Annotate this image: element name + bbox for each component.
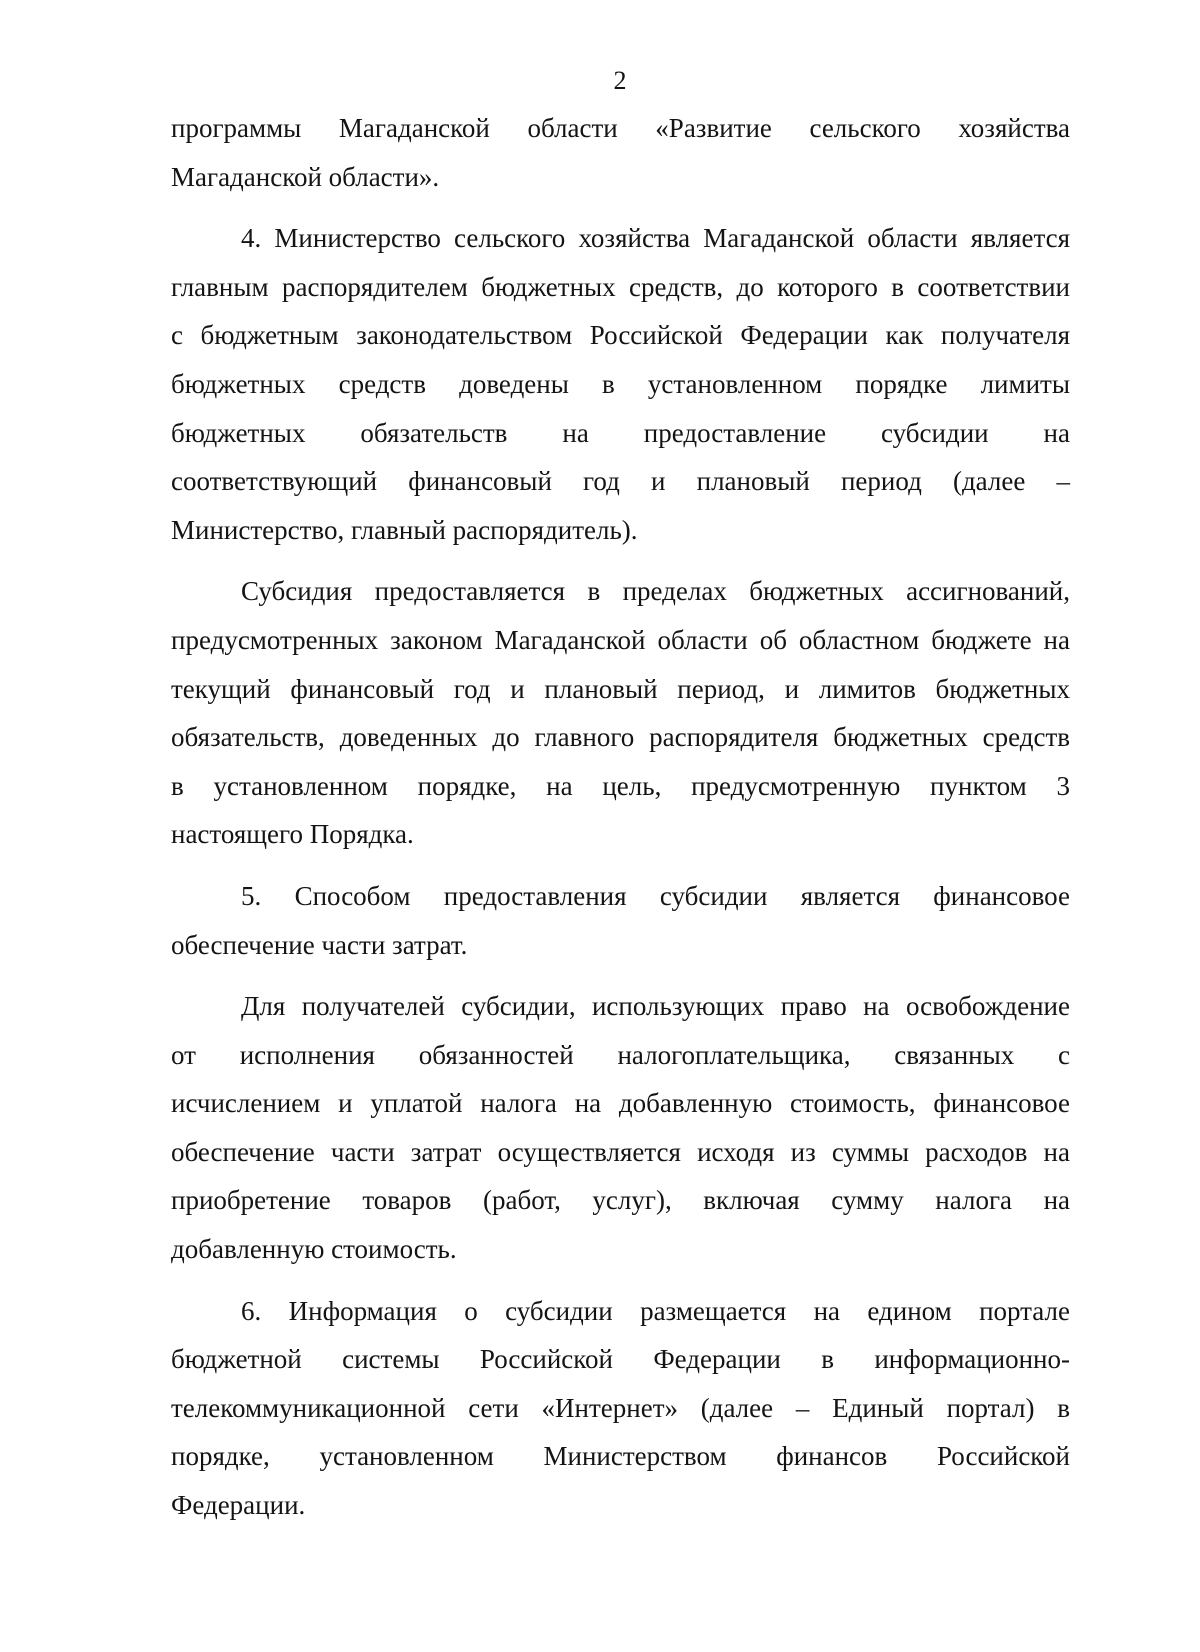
text-line: бюджетных обязательств на предоставление субсидии на [171, 417, 1070, 448]
page-number: 2 [613, 66, 627, 95]
text-line: Для получателей субсидии, использующих право на освобождение [241, 991, 1070, 1022]
text-line: исчислением и уплатой налога на добавленную стоимость, финансовое [171, 1088, 1070, 1119]
paragraph-item-4 [171, 214, 1070, 554]
paragraph-program-title [171, 104, 1070, 201]
text-line: программы Магаданской области «Развитие сельского хозяйства [171, 113, 1070, 143]
text-line: соответствующий финансовый год и плановый период (далее – [171, 466, 1070, 497]
paragraph-subsidy-limits [171, 567, 1070, 859]
text-line: порядке, установленном Министерством финансов Российской [171, 1441, 1070, 1472]
text-line: Министерство, главный распорядитель). [171, 514, 638, 545]
text-line: обеспечение части затрат осуществляется исходя из суммы расходов на [171, 1136, 1070, 1167]
text-line: добавленную стоимость. [171, 1234, 457, 1265]
text-line: Федерации. [171, 1490, 306, 1521]
text-line: 5. Способом предоставления субсидии является финансовое [241, 880, 1070, 911]
text-line: предусмотренных законом Магаданской области об областном бюджете на [171, 624, 1070, 655]
text-line: Субсидия предоставляется в пределах бюджетных ассигнований, [241, 576, 1070, 607]
text-line: бюджетных средств доведены в установленном порядке лимиты [171, 368, 1070, 399]
text-line: приобретение товаров (работ, услуг), включая сумму налога на [171, 1185, 1070, 1216]
text-line: главным распорядителем бюджетных средств, до которого в соответствии [171, 271, 1070, 302]
text-line: Магаданской области». [171, 161, 440, 192]
text-line: бюджетной системы Российской Федерации в информационно- [171, 1344, 1070, 1375]
text-line: обязательств, доведенных до главного распорядителя бюджетных средств [171, 722, 1070, 753]
paragraph-vat-exemption [171, 982, 1070, 1274]
text-line: телекоммуникационной сети «Интернет» (далее – Единый портал) в [171, 1392, 1070, 1423]
text-line: настоящего Порядка. [171, 819, 414, 850]
text-line: 6. Информация о субсидии размещается на едином портале [241, 1295, 1070, 1326]
text-line: от исполнения обязанностей налогоплательщика, связанных с [171, 1039, 1070, 1070]
document-body [171, 104, 1070, 1530]
text-line: в установленном порядке, на цель, предусмотренную пунктом 3 [171, 770, 1070, 801]
paragraph-item-6 [171, 1287, 1070, 1530]
text-line: обеспечение части затрат. [171, 929, 468, 960]
text-line: с бюджетным законодательством Российской Федерации как получателя [171, 320, 1070, 351]
text-line: текущий финансовый год и плановый период, и лимитов бюджетных [171, 673, 1070, 704]
text-line: 4. Министерство сельского хозяйства Магаданской области является [241, 223, 1070, 254]
paragraph-item-5 [171, 872, 1070, 969]
